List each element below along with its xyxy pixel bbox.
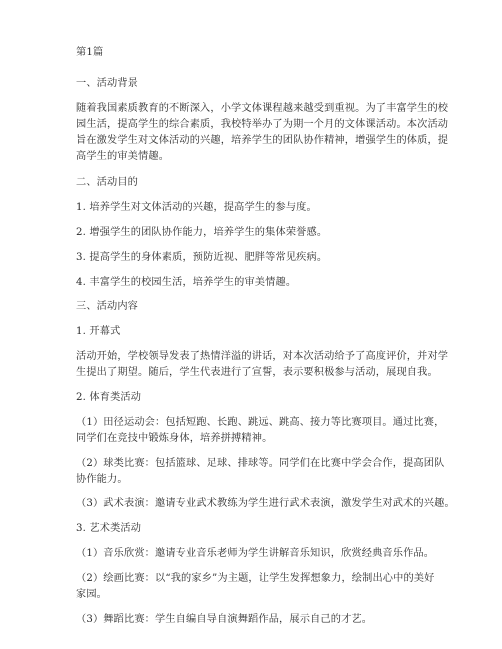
sports-item-2-line-1: （2）球类比赛：包括篮球、足球、排球等。同学们在比赛中学会合作，提高团队 (76, 458, 445, 469)
sports-item-1-line-2: 同学们在竞技中锻炼身体，培养拼搏精神。 (76, 433, 273, 444)
background-line-3: 旨在激发学生对文体活动的兴趣，培养学生的团队协作精神，增强学生的体质，提 (76, 135, 449, 146)
background-line-1: 随着我国素质教育的不断深入，小学文体课程越来越受到重视。为了丰富学生的校 (76, 103, 449, 114)
subsection-title-arts: 3. 艺术类活动 (76, 523, 142, 534)
purpose-item-3: 3. 提高学生的身体素质，预防近视、肥胖等常见疾病。 (76, 252, 328, 263)
section-heading-purpose: 二、活动目的 (76, 177, 139, 188)
subsection-title-opening: 1. 开幕式 (76, 326, 121, 337)
purpose-item-2: 2. 增强学生的团队协作能力，培养学生的集体荣誉感。 (76, 227, 328, 238)
section-heading-content: 三、活动内容 (76, 301, 139, 312)
sports-item-3-line-1: （3）武术表演：邀请专业武术教练为学生进行武术表演，激发学生对武术的兴趣。 (76, 498, 455, 509)
arts-item-3-line-1: （3）舞蹈比赛：学生自编自导自演舞蹈作品，展示自己的才艺。 (76, 614, 373, 625)
opening-line-1: 活动开始，学校领导发表了热情洋溢的讲话，对本次活动给予了高度评价，并对学 (76, 351, 449, 362)
part-title: 第1篇 (76, 47, 104, 58)
purpose-item-4: 4. 丰富学生的校园生活，培养学生的审美情趣。 (76, 277, 297, 288)
opening-line-2: 生提出了期望。随后，学生代表进行了宣誓，表示要积极参与活动，展现自我。 (76, 367, 438, 378)
sports-item-1-line-1: （1）田径运动会：包括短跑、长跑、跳远、跳高、接力等比赛项目。通过比赛， (76, 417, 445, 428)
arts-item-2-line-1: （2）绘画比赛：以“我的家乡”为主题，让学生发挥想象力，绘制出心中的美好 (76, 573, 435, 584)
sports-item-2-line-2: 协作能力。 (76, 474, 128, 485)
subsection-title-sports: 2. 体育类活动 (76, 392, 142, 403)
background-line-2: 园生活，提高学生的综合素质，我校特举办了为期一个月的文体课活动。本次活动 (76, 119, 449, 130)
arts-item-1-line-1: （1）音乐欣赏：邀请专业音乐老师为学生讲解音乐知识，欣赏经典音乐作品。 (76, 548, 435, 559)
background-line-4: 高学生的审美情趣。 (76, 151, 170, 162)
purpose-item-1: 1. 培养学生对文体活动的兴趣，提高学生的参与度。 (76, 202, 317, 213)
arts-item-2-line-2: 家园。 (76, 589, 108, 600)
section-heading-background: 一、活动背景 (76, 78, 139, 89)
